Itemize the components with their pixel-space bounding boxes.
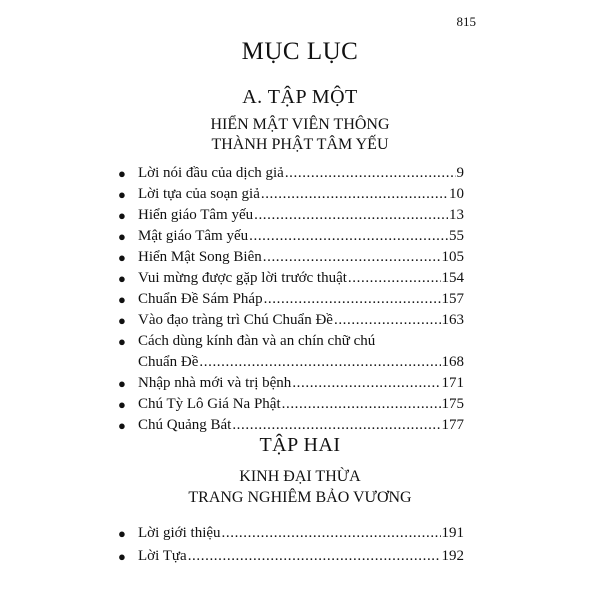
entry-page-number: 191	[441, 525, 464, 541]
dot-leader	[261, 184, 448, 205]
dot-leader	[292, 373, 440, 394]
dot-leader	[264, 289, 441, 310]
dot-leader	[249, 226, 448, 247]
dot-leader	[188, 546, 441, 567]
entry-page-number: 192	[441, 548, 464, 564]
bullet-icon: ●	[118, 250, 126, 265]
toc-entry[interactable]	[118, 289, 464, 310]
bullet-icon: ●	[118, 166, 126, 181]
entry-page-number: 171	[441, 375, 464, 391]
bullet-icon: ●	[118, 208, 126, 223]
entry-title: Lời Tựa	[138, 548, 187, 564]
entry-page-number: 157	[441, 291, 464, 307]
entry-title: Lời giới thiệu	[138, 525, 221, 541]
toc-entry[interactable]	[118, 373, 464, 394]
entry-title: Hiển Mật Song Biên	[138, 249, 262, 265]
bullet-icon: ●	[118, 526, 126, 541]
section-subtitle-line-2: THÀNH PHẬT TÂM YẾU	[211, 136, 389, 153]
entry-page-number: 55	[449, 228, 464, 244]
entry-page-number: 177	[441, 417, 464, 433]
section-subtitle-line-2: TRANG NGHIÊM BẢO VƯƠNG	[188, 489, 412, 506]
entry-title-line-1: Cách dùng kính đàn và an chín chữ chú	[138, 333, 376, 349]
bullet-icon: ●	[118, 313, 126, 328]
entry-page-number: 163	[441, 312, 464, 328]
dot-leader	[334, 310, 441, 331]
entry-page-number: 9	[456, 165, 464, 181]
toc-entry[interactable]	[118, 310, 464, 331]
toc-entry[interactable]	[118, 331, 464, 373]
entry-page-number: 175	[441, 396, 464, 412]
page-number: 815	[456, 14, 476, 29]
section-subtitle-line-1: KINH ĐẠI THỪA	[239, 468, 361, 485]
entry-title: Vui mừng được gặp lời trước thuật	[138, 270, 347, 286]
entry-title: Chuẩn Đề Sám Pháp	[138, 291, 263, 307]
toc-entry[interactable]	[118, 523, 464, 546]
entry-title: Mật giáo Tâm yếu	[138, 228, 249, 244]
entry-page-number: 105	[441, 249, 464, 265]
section-heading-volume-one: A. TẬP MỘT	[242, 86, 358, 108]
entry-title: Hiển giáo Tâm yếu	[138, 207, 254, 223]
entry-title: Chú Quảng Bát	[138, 417, 232, 433]
bullet-icon: ●	[118, 187, 126, 202]
toc-entry[interactable]	[118, 415, 464, 436]
toc-entry[interactable]	[118, 268, 464, 289]
bullet-icon: ●	[118, 376, 126, 391]
bullet-icon: ●	[118, 397, 126, 412]
dot-leader	[285, 163, 456, 184]
dot-leader	[254, 205, 448, 226]
dot-leader	[348, 268, 441, 289]
dot-leader	[199, 352, 440, 373]
toc-entry[interactable]	[118, 226, 464, 247]
entry-title: Lời nói đầu của dịch giả	[138, 165, 284, 181]
toc-entry[interactable]	[118, 184, 464, 205]
bullet-icon: ●	[118, 271, 126, 286]
toc-entry[interactable]	[118, 163, 464, 184]
dot-leader	[232, 415, 440, 436]
entry-page-number: 154	[441, 270, 464, 286]
entry-page-number: 10	[449, 186, 464, 202]
bullet-icon: ●	[118, 549, 126, 564]
dot-leader	[263, 247, 441, 268]
toc-entry[interactable]	[118, 247, 464, 268]
toc-list-volume-two	[118, 523, 464, 569]
toc-entry[interactable]	[118, 205, 464, 226]
entry-title: Chuẩn Đề	[138, 354, 199, 370]
toc-entry[interactable]	[118, 394, 464, 415]
section-heading-volume-two: TẬP HAI	[259, 434, 341, 456]
entry-title: Chú Tỳ Lô Giá Na Phật	[138, 396, 281, 412]
entry-title: Nhập nhà mới và trị bệnh	[138, 375, 292, 391]
entry-page-number: 13	[449, 207, 464, 223]
entry-title: Vào đạo tràng trì Chú Chuẩn Đề	[138, 312, 333, 328]
dot-leader	[282, 394, 441, 415]
entry-title: Lời tựa của soạn giả	[138, 186, 260, 202]
bullet-icon: ●	[118, 292, 126, 307]
bullet-icon: ●	[118, 229, 126, 244]
toc-list-volume-one	[118, 163, 464, 436]
entry-page-number: 168	[441, 354, 464, 370]
section-subtitle-line-1: HIỂN MẬT VIÊN THÔNG	[210, 116, 390, 133]
toc-title: MỤC LỤC	[241, 38, 359, 65]
bullet-icon: ●	[118, 418, 126, 433]
toc-entry[interactable]	[118, 546, 464, 569]
dot-leader	[222, 523, 441, 544]
bullet-icon: ●	[118, 334, 126, 349]
